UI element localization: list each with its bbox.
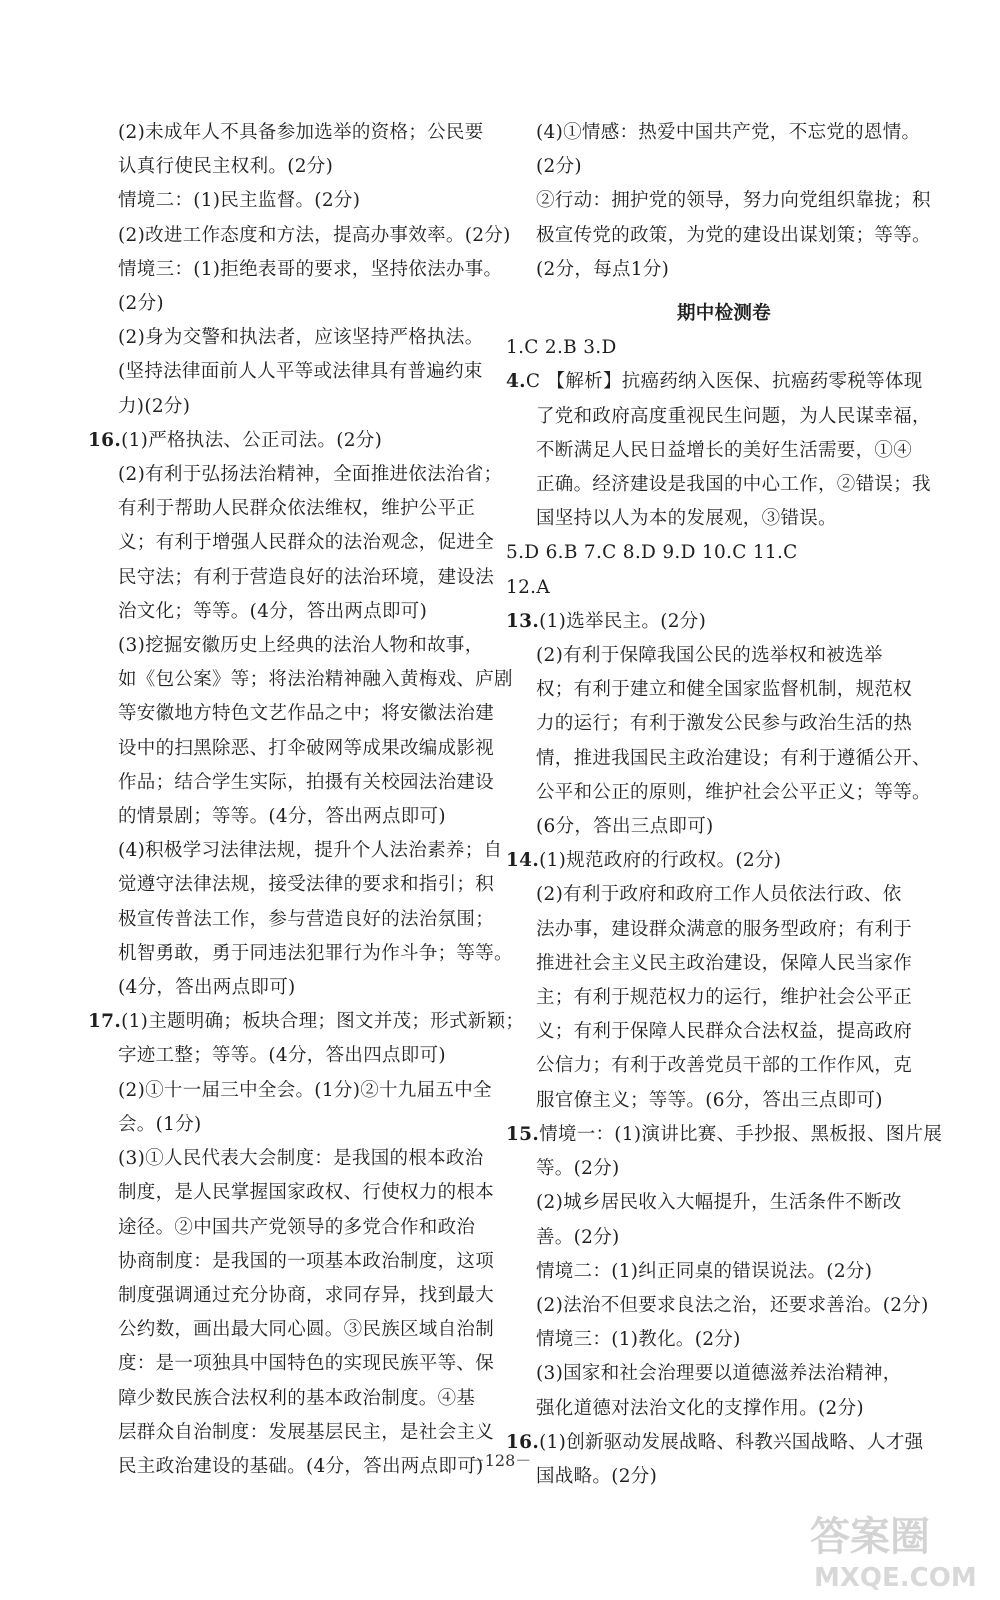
answer-line: 法办事，建设群众满意的服务型政府；有利于 <box>536 918 913 940</box>
answer-line: 认真行使民主权利。(2分) <box>118 156 334 178</box>
question-number: 15. <box>506 1123 540 1145</box>
answer-line: 强化道德对法治文化的支撑作用。(2分) <box>536 1397 864 1419</box>
answer-line: 字迹工整；等等。(4分，答出四点即可) <box>118 1045 446 1067</box>
answer-line: 制度，是人民掌握国家政权、行使权力的根本 <box>118 1182 495 1204</box>
answer-line: 国坚持以人为本的发展观，③错误。 <box>536 508 837 530</box>
answer-line: (2分) <box>118 293 164 315</box>
answer-line: (2)①十一届三中全会。(1分)②十九届五中全 <box>118 1079 492 1101</box>
question-line <box>506 605 918 639</box>
answer-text: (1)选举民主。(2分) <box>539 610 707 632</box>
answer-line: (2)有利于保障我国公民的选举权和被选举 <box>536 645 883 667</box>
question-number: 16. <box>506 1431 540 1453</box>
answer-line: 不断满足人民日益增长的美好生活需要，①④ <box>536 439 913 461</box>
answer-line: (3)挖掘安徽历史上经典的法治人物和故事， <box>118 635 484 657</box>
watermark-top-text: 答案圈 <box>810 1514 930 1560</box>
answer-line: 极宣传普法工作，参与营造良好的法治氛围； <box>118 908 495 930</box>
answer-line: 民主政治建设的基础。(4分，答出两点即可) <box>118 1455 484 1477</box>
answer-line: 觉遵守法律法规，接受法律的要求和指引；积 <box>118 874 495 896</box>
question-line <box>506 1118 943 1152</box>
answer-line: 推进社会主义民主政治建设，保障人民当家作 <box>536 952 913 974</box>
answer-line: 主；有利于规范权力的运行，维护社会公平正 <box>536 987 913 1009</box>
page-number: －128－ <box>468 1451 532 1470</box>
question-line <box>506 844 918 878</box>
answer-line: 治文化；等等。(4分，答出两点即可) <box>118 600 428 622</box>
answer-line: 12.A <box>506 576 550 598</box>
answer-line: 情境二：(1)民主监督。(2分) <box>118 190 361 212</box>
answer-line: 度：是一项独具中国特色的实现民族平等、保 <box>118 1353 495 1375</box>
question-number: 17. <box>88 1011 122 1033</box>
question-number: 14. <box>506 850 540 872</box>
answer-line: 1.C 2.B 3.D <box>506 337 617 359</box>
answer-line: (2)城乡居民收入大幅提升，生活条件不断改 <box>536 1192 902 1214</box>
answer-line: 服官僚主义；等等。(6分，答出三点即可) <box>536 1089 883 1111</box>
answer-line: 会。(1分) <box>118 1113 202 1135</box>
answer-text: (1)严格执法、公正司法。(2分) <box>121 429 383 451</box>
answer-line: (2分，每点1分) <box>536 258 670 280</box>
answer-line: 义；有利于保障人民群众合法权益，提高政府 <box>536 1021 913 1043</box>
answer-text: (1)创新驱动发展战略、科教兴国战略、人才强 <box>539 1431 924 1453</box>
answer-line: 制度强调通过充分协商，求同存异，找到最大 <box>118 1284 495 1306</box>
answer-line: (4)积极学习法律法规，提升个人法治素养；自 <box>118 840 503 862</box>
question-line <box>88 1005 525 1039</box>
answer-line: (4)①情感：热爱中国共产党，不忘党的恩情。 <box>536 122 921 143</box>
answer-line: (3)①人民代表大会制度：是我国的根本政治 <box>118 1148 484 1170</box>
answer-line: 层群众自治制度：发展基层民主，是社会主义 <box>118 1421 495 1443</box>
answer-line: (2)未成年人不具备参加选举的资格；公民要 <box>118 122 484 143</box>
question-number: 4. <box>506 371 526 393</box>
answer-line: 正确。经济建设是我国的中心工作，②错误；我 <box>536 474 931 496</box>
answer-line: (2)身为交警和执法者，应该坚持严格执法。 <box>118 327 484 349</box>
answer-line: (2)有利于政府和政府工作人员依法行政、依 <box>536 884 902 906</box>
answer-line: 国战略。(2分) <box>536 1465 658 1487</box>
answer-line: 了党和政府高度重视民生问题，为人民谋幸福， <box>536 405 931 427</box>
answer-line: 机智勇敢，勇于同违法犯罪行为作斗争；等等。 <box>118 942 513 964</box>
answer-text: 情境一：(1)演讲比赛、手抄报、黑板报、图片展 <box>539 1123 943 1145</box>
answer-line: 公约数，画出最大同心圆。③民族区域自治制 <box>118 1319 495 1341</box>
section-heading: 期中检测卷 <box>676 303 771 325</box>
answer-line: 力的运行；有利于激发公民参与政治生活的热 <box>536 713 913 735</box>
answer-line: 义；有利于增强人民群众的法治观念，促进全 <box>118 532 495 554</box>
question-number: 16. <box>88 429 122 451</box>
answer-line: (2分) <box>536 156 582 178</box>
answer-text: (1)主题明确；板块合理；图文并茂；形式新颖； <box>121 1011 525 1033</box>
answer-line: 等。(2分) <box>536 1158 620 1180</box>
answer-line: (3)国家和社会治理要以道德滋养法治精神， <box>536 1363 902 1385</box>
answer-line: 障少数民族合法权利的基本政治制度。④基 <box>118 1387 476 1409</box>
answer-line: 极宣传党的政策，为党的建设出谋划策；等等。 <box>536 224 931 246</box>
answer-line: (坚持法律面前人人平等或法律具有普遍约束 <box>118 361 483 383</box>
answer-line: 设中的扫黑除恶、打伞破网等成果改编成影视 <box>118 737 495 759</box>
answer-line: 力)(2分) <box>118 395 191 417</box>
answer-text: C 【解析】抗癌药纳入医保、抗癌药零税等体现 <box>525 371 923 393</box>
answer-line: 民守法；有利于营造良好的法治环境，建设法 <box>118 566 495 588</box>
right-column <box>506 116 943 1494</box>
question-number: 13. <box>506 610 540 632</box>
answer-line: 善。(2分) <box>536 1226 620 1248</box>
answer-text: (1)规范政府的行政权。(2分) <box>539 850 782 872</box>
answer-line: (2)法治不但要求良法之治，还要求善治。(2分) <box>536 1294 929 1316</box>
answer-line: 的情景剧；等等。(4分，答出两点即可) <box>118 806 446 828</box>
answer-line: (4分，答出两点即可) <box>118 977 296 999</box>
answer-line: 情境二：(1)纠正同桌的错误说法。(2分) <box>536 1260 873 1282</box>
answer-line: 公信力；有利于改善党员干部的工作作风，克 <box>536 1055 913 1077</box>
answer-line: 等安徽地方特色文艺作品之中；将安徽法治建 <box>118 703 495 725</box>
answer-line: 有利于帮助人民群众依法维权，维护公平正 <box>118 498 476 520</box>
answer-line: 公平和公正的原则，维护社会公平正义；等等。 <box>536 781 931 803</box>
answer-line: (6分，答出三点即可) <box>536 816 714 838</box>
answer-line: 途径。②中国共产党领导的多党合作和政治 <box>118 1216 476 1238</box>
answer-line: ②行动：拥护党的领导，努力向党组织靠拢；积 <box>536 190 931 212</box>
answer-line: 情境三：(1)拒绝表哥的要求，坚持依法办事。 <box>118 258 503 280</box>
answer-line: (2)改进工作态度和方法，提高办事效率。(2分) <box>118 224 511 246</box>
answer-line: 权；有利于建立和健全国家监督机制，规范权 <box>536 679 913 701</box>
watermark-logo <box>800 1498 990 1594</box>
answer-line: 协商制度：是我国的一项基本政治制度，这项 <box>118 1250 495 1272</box>
question-line <box>506 365 923 399</box>
question-line <box>88 424 500 458</box>
answer-line: 情，推进我国民主政治建设；有利于遵循公开、 <box>536 747 931 769</box>
answer-line: 5.D 6.B 7.C 8.D 9.D 10.C 11.C <box>506 542 798 564</box>
answer-line: 情境三：(1)教化。(2分) <box>536 1329 741 1351</box>
answer-line: (2)有利于弘扬法治精神，全面推进依法治省； <box>118 464 503 486</box>
watermark-bottom-text: MXQE.COM <box>814 1563 977 1593</box>
answer-line: 作品；结合学生实际，拍摄有关校园法治建设 <box>118 771 495 793</box>
answer-line: 如《包公案》等；将法治精神融入黄梅戏、庐剧 <box>118 669 513 691</box>
